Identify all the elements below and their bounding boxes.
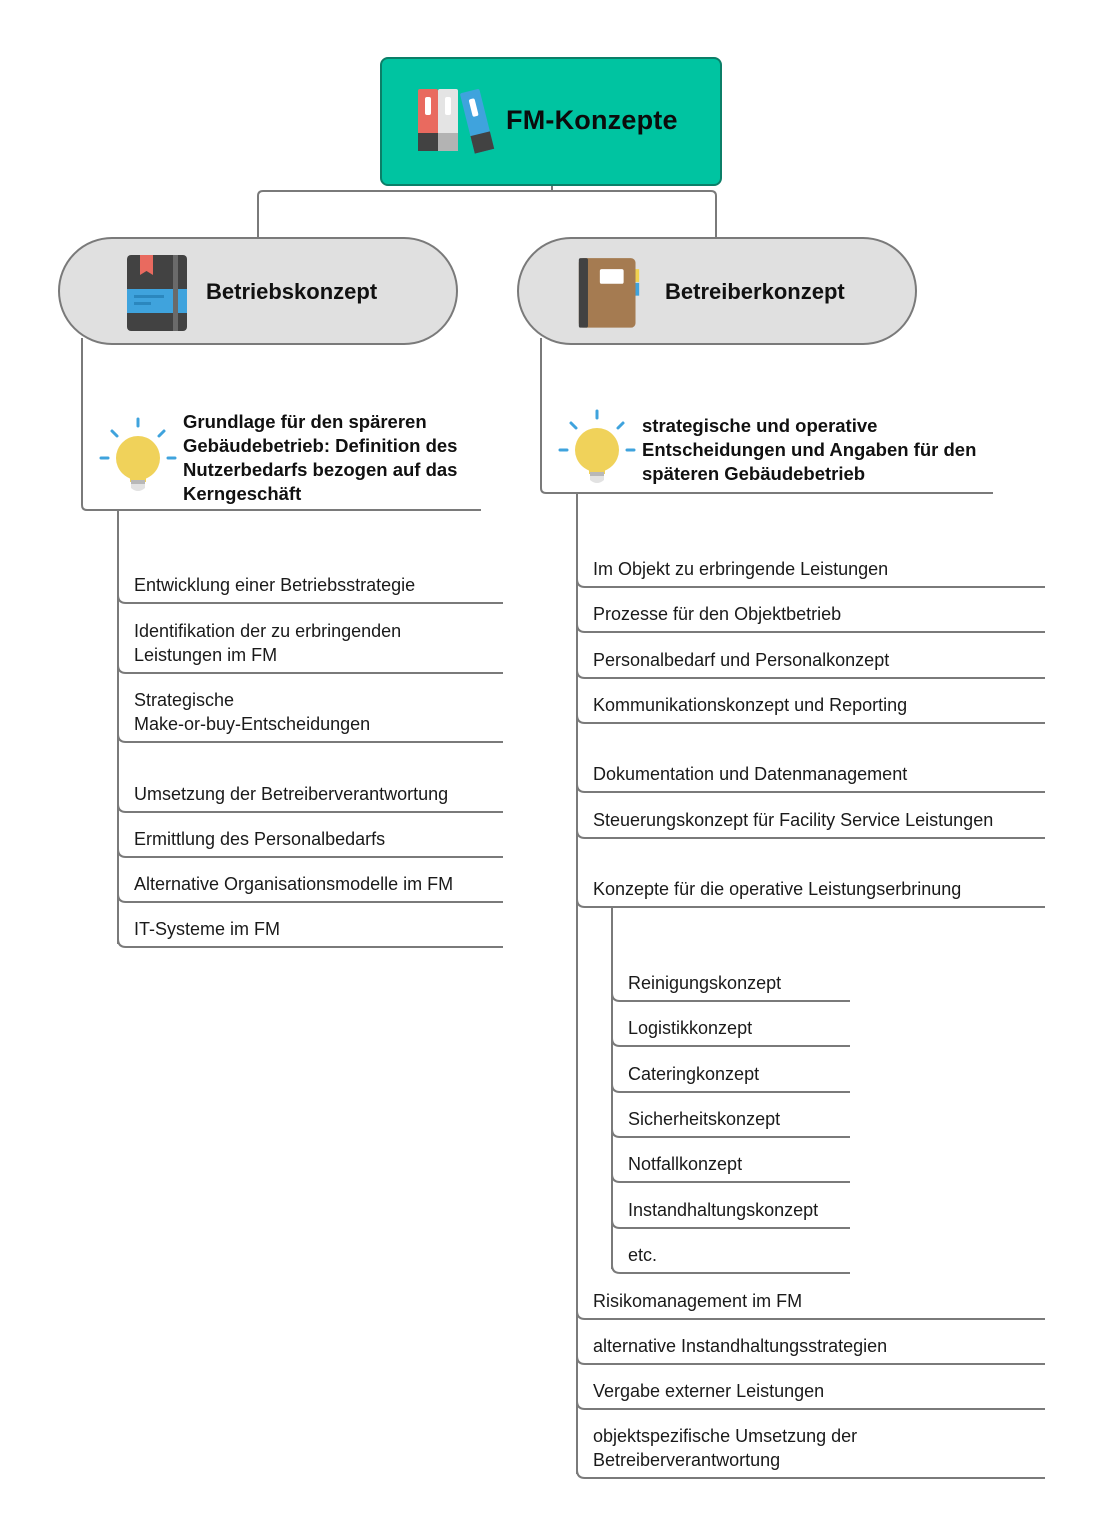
branch-0-item[interactable] [134, 619, 401, 667]
item-line: Strategische [134, 690, 235, 710]
note-line: strategische und operative [642, 415, 878, 436]
branch-node-betreiberkonzept[interactable] [517, 237, 917, 345]
branch-1-item[interactable] [593, 1379, 824, 1403]
branch-0-item[interactable] [134, 872, 453, 896]
branch-1-item[interactable] [593, 1334, 887, 1358]
sub-item[interactable] [628, 1107, 780, 1131]
sub-item[interactable] [628, 1243, 657, 1267]
sub-item[interactable] [628, 971, 781, 995]
binders-icon [418, 89, 496, 157]
item-line: Alternative Organisationsmodelle im FM [134, 874, 454, 894]
item-line: Personalbedarf und Personalkonzept [593, 650, 890, 670]
item-line: Steuerungskonzept für Facility Service Leistungen [593, 810, 994, 830]
item-line: Risikomanagement im FM [593, 1291, 803, 1311]
item-line: Reinigungskonzept [628, 973, 782, 993]
item-line: Im Objekt zu erbringende Leistungen [593, 559, 889, 579]
note-line: Kerngeschäft [183, 483, 302, 504]
note-line: Gebäudebetrieb: Definition des [183, 435, 458, 456]
item-line: Prozesse für den Objektbetrieb [593, 604, 842, 624]
branch-1-item[interactable] [593, 1424, 857, 1472]
branch-1-item[interactable] [593, 1289, 802, 1313]
sub-item[interactable] [628, 1016, 752, 1040]
item-line: Cateringkonzept [628, 1064, 760, 1084]
sub-item[interactable] [628, 1062, 759, 1086]
item-line: Dokumentation und Datenmanagement [593, 764, 908, 784]
branch-1-item[interactable] [593, 693, 907, 717]
item-line: alternative Instandhaltungsstrategien [593, 1336, 888, 1356]
note-line: Nutzerbedarfs bezogen auf das [183, 459, 458, 480]
note-line: späteren Gebäudebetrieb [642, 463, 866, 484]
branch-1-item[interactable] [593, 557, 888, 581]
branch-title: Betriebskonzept [206, 279, 378, 304]
branch-0-item[interactable] [134, 573, 415, 597]
note-line: Entscheidungen und Angaben für den [642, 439, 977, 460]
item-line: Leistungen im FM [134, 645, 278, 665]
lightbulb-icon [557, 408, 637, 498]
item-line: Ermittlung des Personalbedarfs [134, 829, 386, 849]
branch-node-betriebskonzept[interactable] [58, 237, 458, 345]
root-node[interactable] [380, 57, 722, 186]
branch-0-item[interactable] [134, 688, 370, 736]
branch-1-item[interactable] [593, 877, 961, 901]
item-line: IT-Systeme im FM [134, 919, 281, 939]
note-betriebskonzept [183, 410, 457, 506]
item-line: Notfallkonzept [628, 1154, 743, 1174]
branch-1-item[interactable] [593, 808, 993, 832]
sub-item[interactable] [628, 1152, 742, 1176]
branch-0-item[interactable] [134, 827, 385, 851]
item-line: etc. [628, 1245, 658, 1265]
branch-0-item[interactable] [134, 782, 448, 806]
note-betreiberkonzept [642, 414, 976, 486]
item-line: objektspezifische Umsetzung der [593, 1426, 858, 1446]
item-line: Kommunikationskonzept und Reporting [593, 695, 908, 715]
lightbulb-icon [98, 416, 178, 506]
branch-1-item[interactable] [593, 602, 841, 626]
item-line: Instandhaltungskonzept [628, 1200, 819, 1220]
item-line: Logistikkonzept [628, 1018, 753, 1038]
item-line: Konzepte für die operative Leistungserbrinung [593, 879, 962, 899]
branch-0-item[interactable] [134, 917, 280, 941]
branch-title: Betreiberkonzept [665, 279, 845, 304]
root-title: FM-Konzepte [506, 105, 678, 135]
branch-1-item[interactable] [593, 648, 889, 672]
note-line: Grundlage für den späreren [183, 411, 427, 432]
item-line: Identifikation der zu erbringenden [134, 621, 402, 641]
notebook-bookmark-icon [124, 253, 188, 331]
root-connector [258, 186, 716, 237]
item-line: Vergabe externer Leistungen [593, 1381, 825, 1401]
item-line: Umsetzung der Betreiberverantwortung [134, 784, 449, 804]
item-line: Make-or-buy-Entscheidungen [134, 714, 371, 734]
item-line: Betreiberverantwortung [593, 1450, 781, 1470]
branch-1-item[interactable] [593, 762, 907, 786]
item-line: Sicherheitskonzept [628, 1109, 781, 1129]
item-line: Entwicklung einer Betriebsstrategie [134, 575, 416, 595]
notebook-brown-icon [577, 253, 641, 331]
sub-item[interactable] [628, 1198, 818, 1222]
